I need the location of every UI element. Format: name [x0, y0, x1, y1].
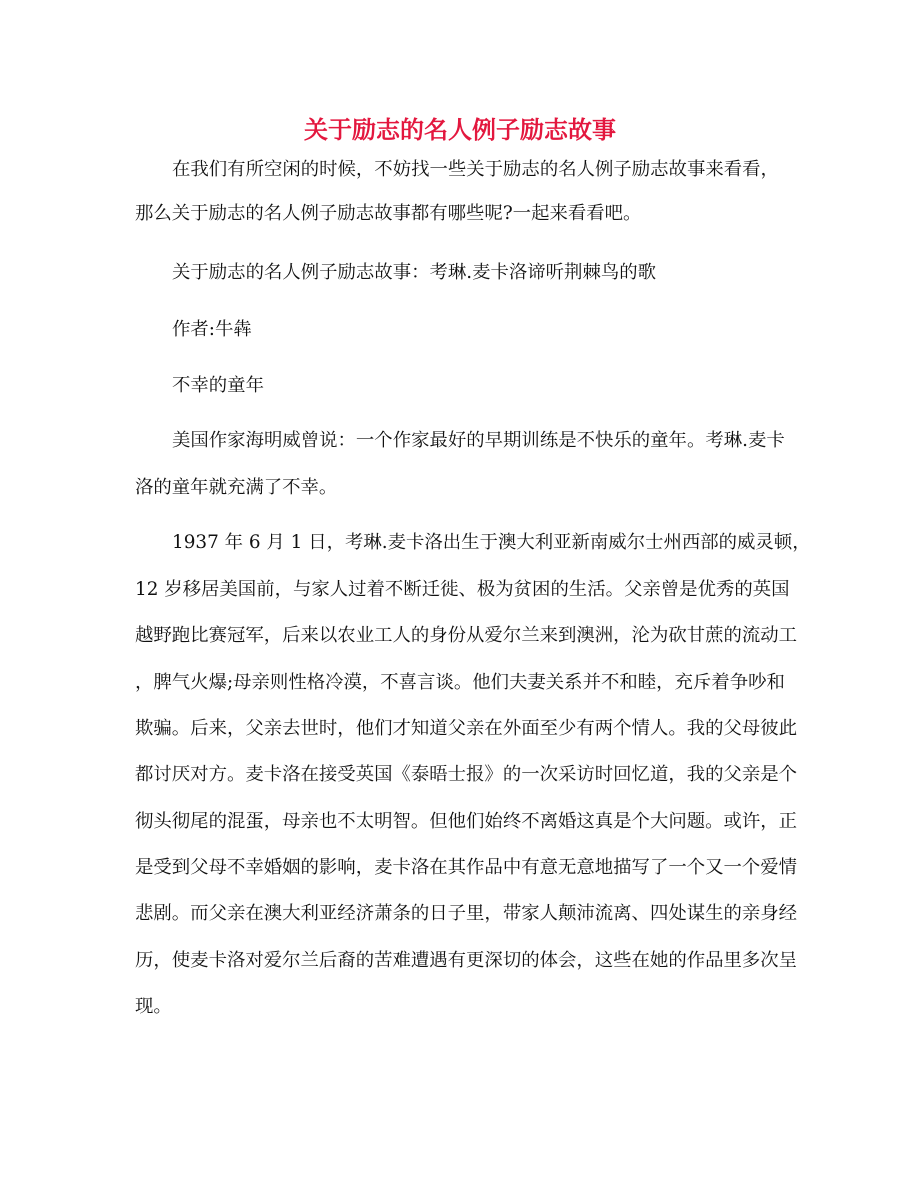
paragraph-line: 美国作家海明威曾说：一个作家最好的早期训练是不快乐的童年。考琳.麦卡	[172, 430, 785, 451]
paragraph-line: 是受到父母不幸婚姻的影响，麦卡洛在其作品中有意无意地描写了一个又一个爱情	[135, 857, 798, 878]
paragraph-line: 越野跑比赛冠军，后来以农业工人的身份从爱尔兰来到澳洲，沦为砍甘蔗的流动工	[135, 625, 798, 646]
document-title: 关于励志的名人例子励志故事	[304, 116, 616, 144]
paragraph-line: 12 岁移居美国前，与家人过着不断迁徙、极为贫困的生活。父亲曾是优秀的英国	[135, 579, 790, 600]
intro-line: 在我们有所空闲的时候，不妨找一些关于励志的名人例子励志故事来看看，	[172, 159, 779, 180]
paragraph-line: 洛的童年就充满了不幸。	[135, 477, 338, 498]
paragraph-line: 现。	[135, 996, 172, 1017]
paragraph-line: 1937 年 6 月 1 日，考琳.麦卡洛出生于澳大利亚新南威尔士州西部的威灵顿，	[172, 532, 811, 553]
story-subtitle: 关于励志的名人例子励志故事：考琳.麦卡洛谛听荆棘鸟的歌	[172, 262, 657, 283]
paragraph-line: 都讨厌对方。麦卡洛在接受英国《泰晤士报》的一次采访时回忆道，我的父亲是个	[135, 764, 798, 785]
section-heading: 不幸的童年	[172, 375, 264, 396]
paragraph-line: ，脾气火爆;母亲则性格冷漠，不喜言谈。他们夫妻关系并不和睦，充斥着争吵和	[135, 672, 785, 693]
paragraph-line: 历，使麦卡洛对爱尔兰后裔的苦难遭遇有更深切的体会，这些在她的作品里多次呈	[135, 950, 798, 971]
paragraph-line: 欺骗。后来，父亲去世时，他们才知道父亲在外面至少有两个情人。我的父母彼此	[135, 718, 798, 739]
paragraph-line: 彻头彻尾的混蛋，母亲也不太明智。但他们始终不离婚这真是个大问题。或许，正	[135, 811, 798, 832]
paragraph-line: 悲剧。而父亲在澳大利亚经济萧条的日子里，带家人颠沛流离、四处谋生的亲身经	[135, 903, 798, 924]
intro-line: 那么关于励志的名人例子励志故事都有哪些呢?一起来看看吧。	[135, 203, 642, 224]
author-line: 作者:牛犇	[172, 319, 252, 340]
